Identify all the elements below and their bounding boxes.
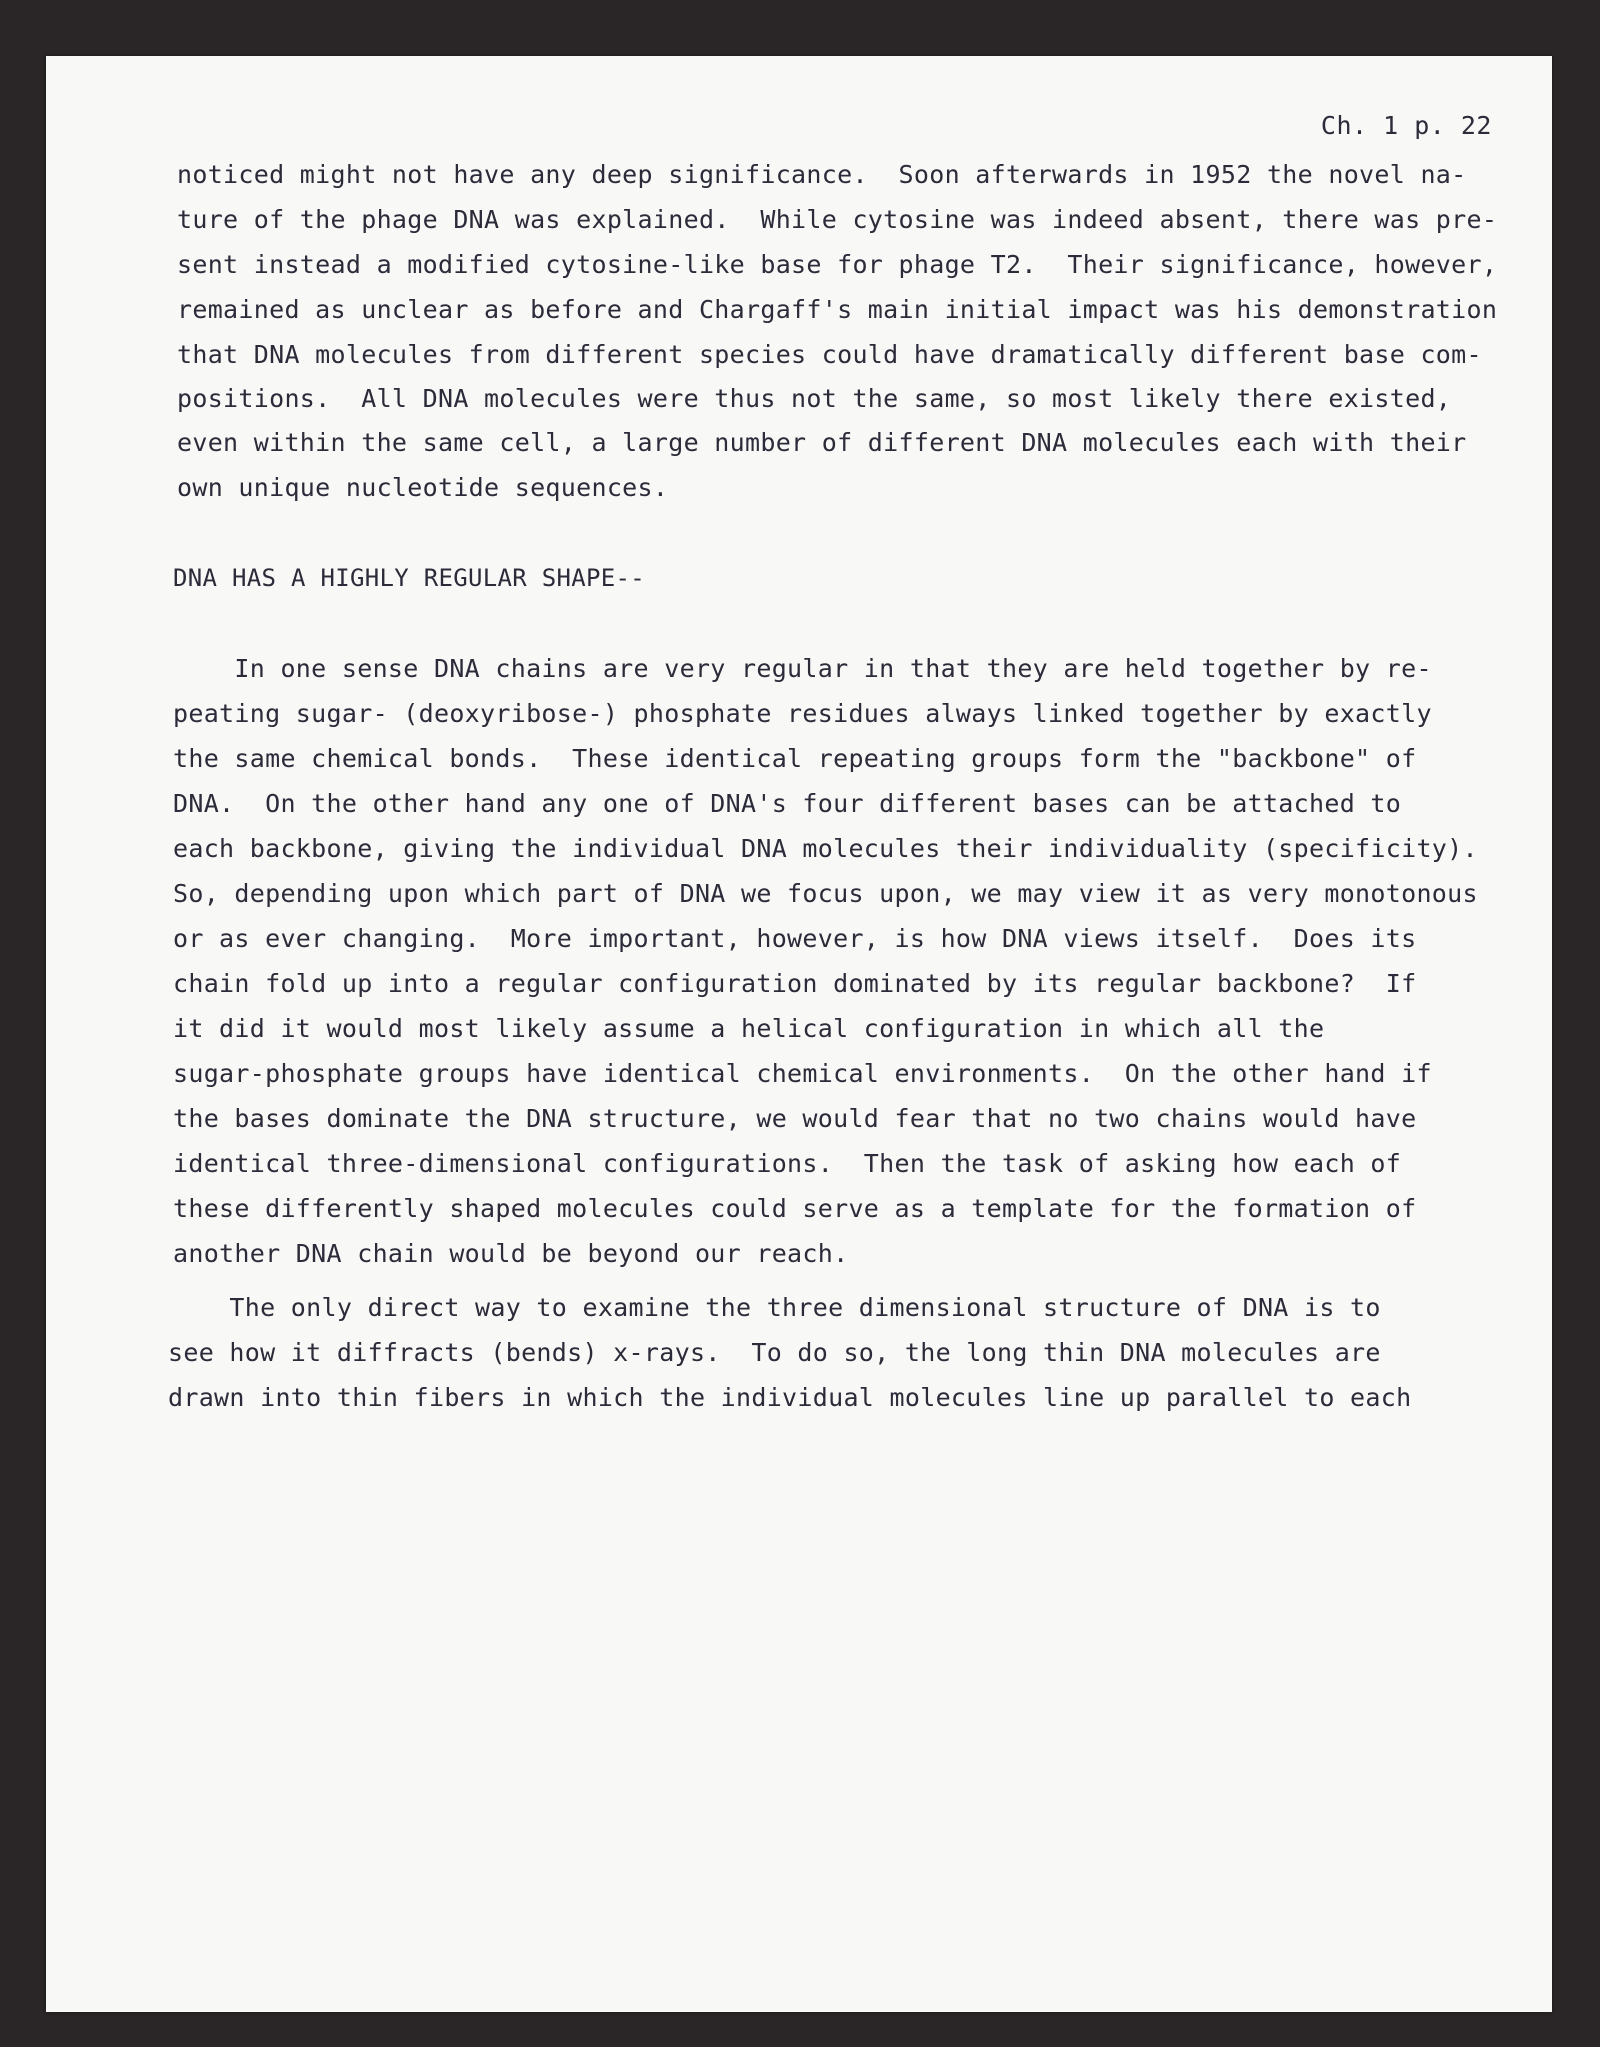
paragraph2-line-13: these differently shaped molecules could serve as a template for the formation of (173, 1194, 1417, 1223)
paragraph2-line-6: So, depending upon which part of DNA we focus upon, we may view it as very monotonous (173, 879, 1478, 908)
paragraph3-line-2: see how it diffracts (bends) x-rays. To do so, the long thin DNA molecules are (168, 1338, 1381, 1367)
paragraph2-line-11: the bases dominate the DNA structure, we would fear that no two chains would have (173, 1104, 1417, 1133)
paragraph2-line-5: each backbone, giving the individual DNA molecules their individuality (specificity). (173, 834, 1478, 863)
typewritten-page (46, 56, 1552, 2012)
paragraph3-line-3: drawn into thin fibers in which the individual molecules line up parallel to each (168, 1383, 1412, 1412)
paragraph2-line-14: another DNA chain would be beyond our reach. (173, 1239, 849, 1268)
paragraph2-line-4: DNA. On the other hand any one of DNA's four different bases can be attached to (173, 789, 1402, 818)
paragraph1-line-1: noticed might not have any deep significance. Soon afterwards in 1952 the novel na- (177, 160, 1467, 189)
paragraph2-line-2: peating sugar- (deoxyribose-) phosphate residues always linked together by exactly (173, 699, 1432, 728)
paragraph1-line-6: positions. All DNA molecules were thus not the same, so most likely there existed, (177, 384, 1452, 413)
paragraph3-line-1: The only direct way to examine the three dimensional structure of DNA is to (168, 1293, 1381, 1322)
paragraph2-line-12: identical three-dimensional configurations. Then the task of asking how each of (173, 1149, 1402, 1178)
paragraph1-line-4: remained as unclear as before and Chargaff's main initial impact was his demonstration (177, 295, 1498, 324)
paragraph2-line-8: chain fold up into a regular configuration dominated by its regular backbone? If (173, 969, 1417, 998)
paragraph2-line-3: the same chemical bonds. These identical repeating groups form the "backbone" of (173, 744, 1417, 773)
paragraph2-line-1: In one sense DNA chains are very regular in that they are held together by re- (173, 654, 1432, 683)
paragraph1-line-5: that DNA molecules from different species could have dramatically different base com- (177, 340, 1482, 369)
paragraph2-line-7: or as ever changing. More important, however, is how DNA views itself. Does its (173, 924, 1417, 953)
paragraph2-line-10: sugar-phosphate groups have identical chemical environments. On the other hand if (173, 1059, 1432, 1088)
paragraph2-line-9: it did it would most likely assume a helical configuration in which all the (173, 1014, 1325, 1043)
paragraph1-line-3: sent instead a modified cytosine-like base for phage T2. Their significance, however, (177, 250, 1498, 279)
section-heading: DNA HAS A HIGHLY REGULAR SHAPE-- (173, 564, 645, 592)
page-number: Ch. 1 p. 22 (1320, 111, 1492, 140)
paragraph1-line-8: own unique nucleotide sequences. (177, 473, 669, 502)
paragraph1-line-7: even within the same cell, a large number of different DNA molecules each with their (177, 428, 1467, 457)
paragraph1-line-2: ture of the phage DNA was explained. While cytosine was indeed absent, there was pre- (177, 205, 1498, 234)
